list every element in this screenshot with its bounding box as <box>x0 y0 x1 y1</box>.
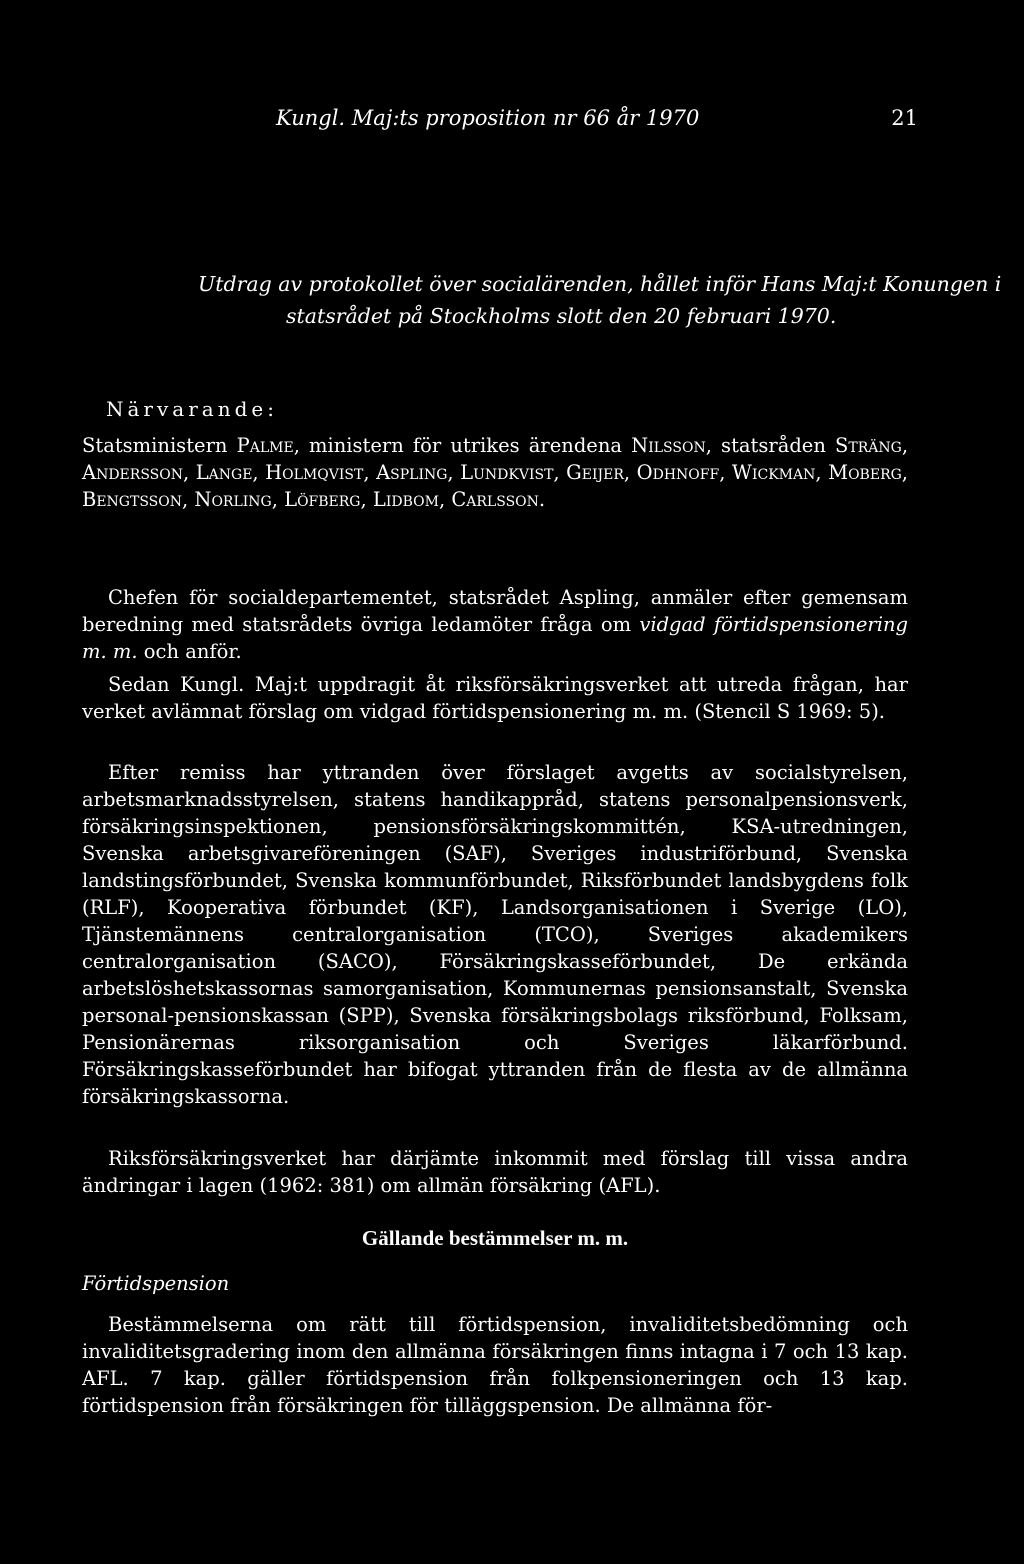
para3-text: Efter remiss har yttranden över förslaget avgetts av socialstyrelsen, arbetsmarknadsstyrelsen, statens handikappråd, statens personalpensionsverk, försäkringsinspektionen, pensionsförsäkringskommittén, KSA-utredningen, Svenska arbetsgivareföreningen (SAF), Sveriges industriförbund, Svenska landstingsförbundet, Svenska kommunförbundet, Riksförbundet landsbygdens folk (RLF), Kooperativa förbundet (KF), Landsorganisationen i Sverige (LO), Tjänstemännens centralorganisation (TCO), Sveriges akademikers centralorganisation (SACO), Försäkringskasseförbundet, De erkända arbetslöshetskassornas samorganisation, Kommunernas pensionsanstalt, Svenska personal-pensionskassan (SPP), Svenska försäkringsbolags riksförbund, Folksam, Pensionärernas riksorganisation och Sveriges läkarförbund. Försäkringskasseförbundet har bifogat yttranden från de flesta av de allmänna försäkringskassorna. <box>82 761 908 1108</box>
para2-text: Sedan Kungl. Maj:t uppdragit åt riksförsäkringsverket att utreda frågan, har verket avlämnat förslag om vidgad förtidspensionering m. m. (Stencil S 1969: 5). <box>82 673 908 723</box>
page-number: 21 <box>891 106 918 130</box>
para4-text: Riksförsäkringsverket har därjämte inkommit med förslag till vissa andra ändringar i lagen (1962: 381) om allmän försäkring (AFL). <box>82 1147 908 1197</box>
paragraph-sedan <box>82 671 908 725</box>
para5-text: Bestämmelserna om rätt till förtidspension, invaliditetsbedömning och invaliditetsgradering inom den allmänna försäkringen finns intagna i 7 och 13 kap. AFL. 7 kap. gäller förtidspension från folkpensioneringen och 13 kap. förtidspension från försäkringen för tilläggspension. De allmänna för- <box>82 1313 908 1417</box>
paragraph-bestammelserna <box>82 1311 908 1419</box>
present-rest-intro: , statsråden <box>705 434 836 457</box>
present-label: Närvarande: <box>106 397 278 421</box>
section-heading: Gällande bestämmelser m. m. <box>361 1226 629 1250</box>
para1-italic: vidgad förtidspensionering m. m. <box>82 613 908 663</box>
header-title: Kungl. Maj:ts proposition nr 66 år 1970 <box>276 106 700 130</box>
present-list <box>82 432 908 513</box>
present-palme: Palme <box>236 434 294 457</box>
paragraph-riksforsakringsverket <box>82 1145 908 1199</box>
present-others: Sträng, Andersson, Lange, Holmqvist, Aspling, Lundkvist, Geijer, Odhnoff, Wickman, Moberg, Bengtsson, Norling, Löfberg, Lidbom, Carlsson <box>82 434 909 511</box>
present-nilsson: Nilsson <box>631 434 706 457</box>
protocol-lead: Utdrag av protokollet över socialärenden, hållet inför Hans Maj:t Konungen i statsrådet på Stockholms slott den 20 februari 1970. <box>198 272 1002 328</box>
document-page <box>82 0 1002 1564</box>
running-header <box>82 106 918 136</box>
present-middle: , ministern för utrikes ärendena <box>293 434 632 457</box>
para1-text-a: Chefen för socialdepartementet, statsrådet Aspling, anmäler efter gemensam beredning med statsrådets övriga ledamöter fråga om <box>82 586 908 636</box>
side-label-fortidspension: Förtidspension <box>82 1272 230 1295</box>
paragraph-remiss <box>82 759 908 1110</box>
present-end: . <box>538 488 546 511</box>
para1-text-b: och anför. <box>137 640 242 663</box>
present-intro: Statsministern <box>82 434 237 457</box>
paragraph-chefen <box>82 584 908 665</box>
